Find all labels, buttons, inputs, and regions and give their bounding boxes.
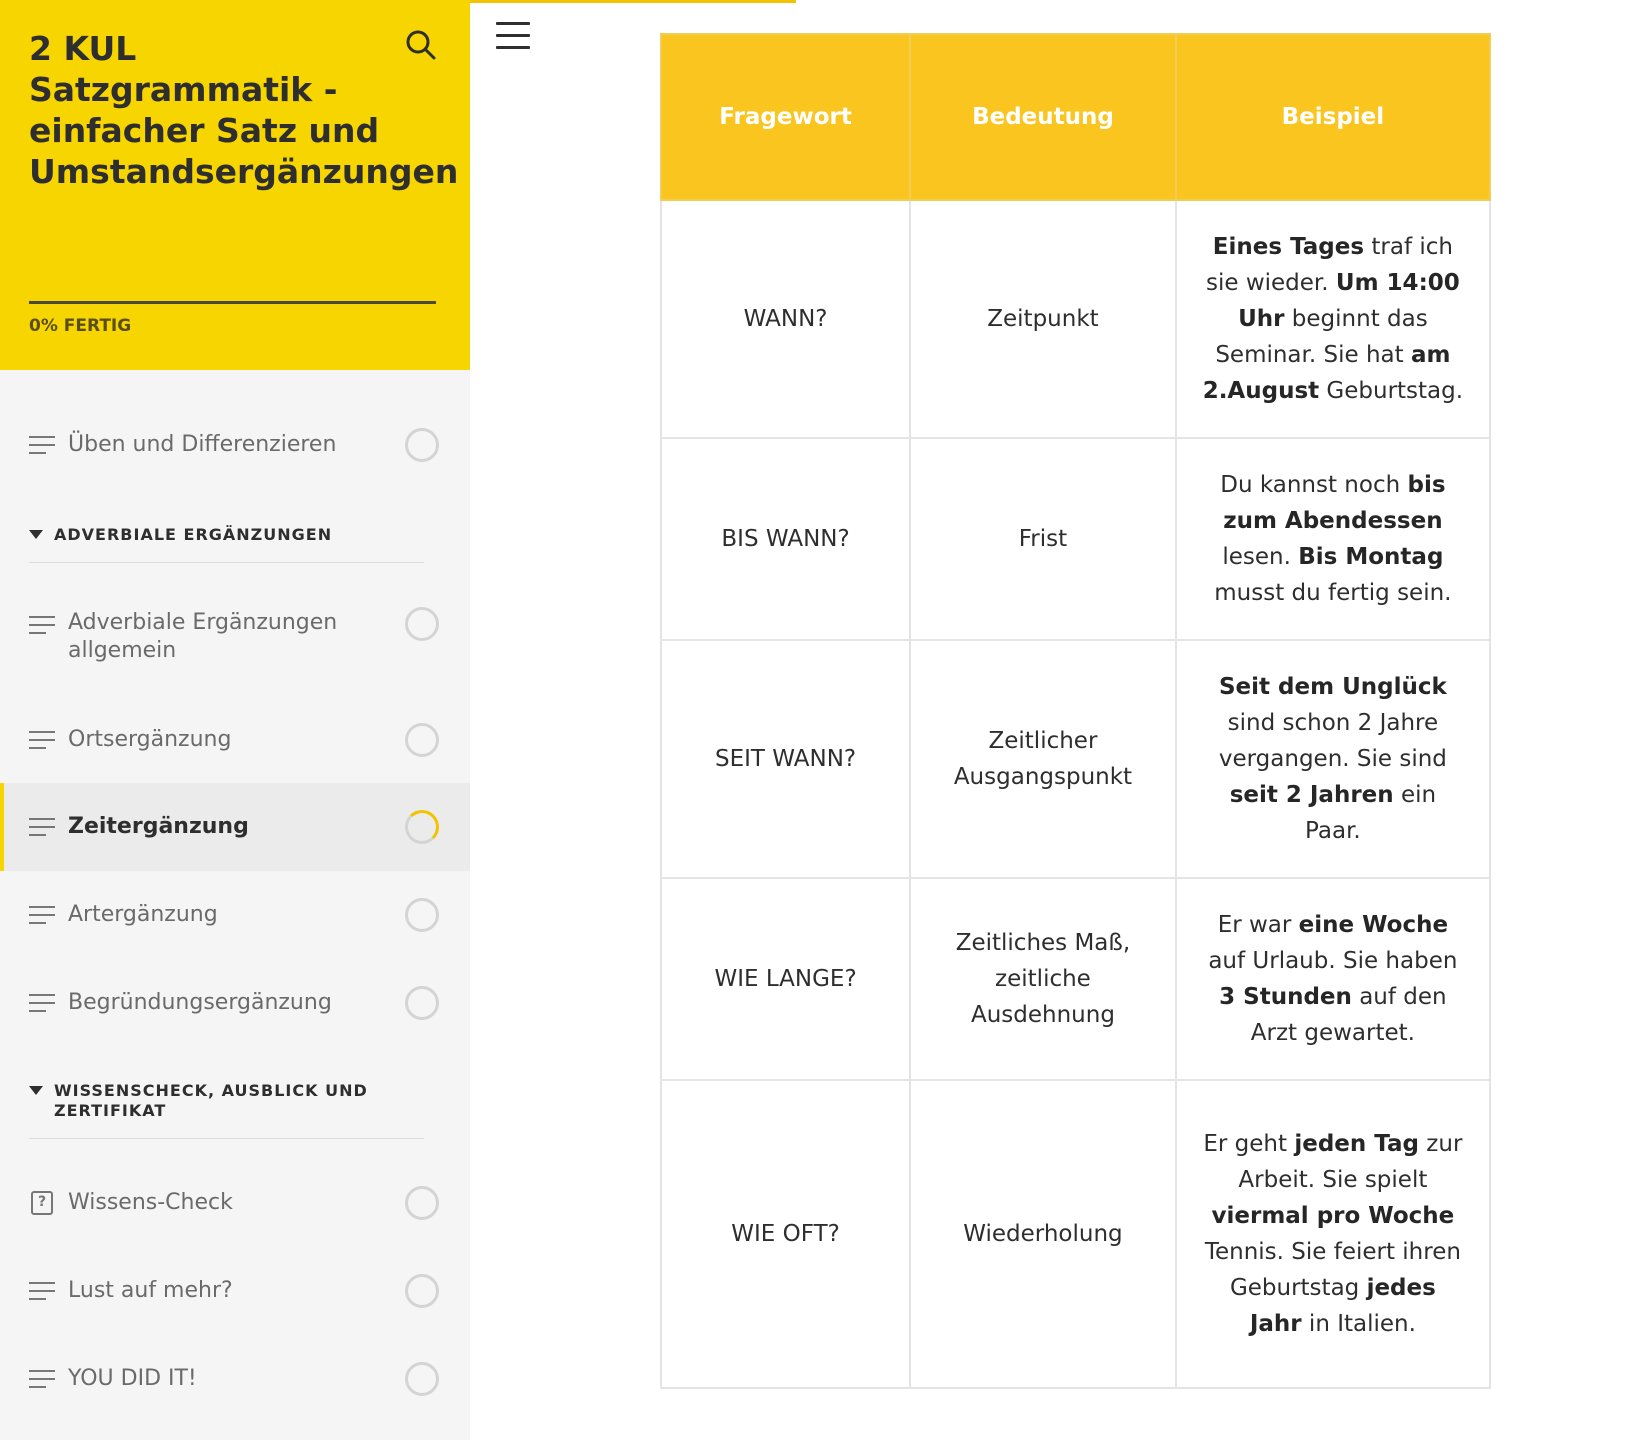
- table-row: [661, 438, 1490, 640]
- hamburger-icon: [496, 22, 530, 25]
- meaning-cell: Frist: [910, 438, 1176, 640]
- lesson-label: YOU DID IT!: [68, 1366, 197, 1391]
- example-emphasis: seit 2 Jahren: [1229, 782, 1394, 808]
- lesson-status-circle-icon: [405, 607, 439, 641]
- question-cell: BIS WANN?: [661, 438, 910, 640]
- lesson-item-you-did-it[interactable]: [0, 1344, 470, 1414]
- meaning-cell: Zeitliches Maß, zeitliche Ausdehnung: [910, 878, 1176, 1080]
- lesson-label: Artergänzung: [68, 902, 218, 927]
- lesson-item-adverbiale-allgemein[interactable]: [0, 595, 470, 685]
- progress-text: 0% FERTIG: [29, 316, 132, 336]
- meaning-cell: Zeitlicher Ausgangspunkt: [910, 640, 1176, 878]
- meaning-cell: Wiederholung: [910, 1080, 1176, 1388]
- example-emphasis: Seit dem Unglück: [1218, 674, 1447, 700]
- example-emphasis: eine Woche: [1298, 912, 1449, 938]
- lesson-in-progress-icon: [405, 810, 439, 844]
- question-cell: SEIT WANN?: [661, 640, 910, 878]
- lesson-status-circle-icon: [405, 428, 439, 462]
- search-button[interactable]: [404, 28, 438, 62]
- lesson-text-icon: [29, 993, 55, 1013]
- example-emphasis: bis zum Abendessen: [1223, 472, 1446, 534]
- lesson-label: Adverbiale Ergänzungen allgemein: [68, 610, 338, 663]
- lesson-text-icon: [29, 905, 55, 925]
- example-cell: Du kannst noch bis zum Abendessen lesen. Bis Montag musst du fertig sein.: [1176, 438, 1490, 640]
- example-emphasis: Bis Montag: [1298, 544, 1444, 570]
- column-header-beispiel: Beispiel: [1176, 34, 1490, 200]
- lesson-status-circle-icon: [405, 986, 439, 1020]
- example-cell: Seit dem Unglück sind schon 2 Jahre vergangen. Sie sind seit 2 Jahren ein Paar.: [1176, 640, 1490, 878]
- progress-bar: [29, 301, 436, 304]
- table-header-row: [661, 34, 1490, 200]
- menu-button[interactable]: [496, 22, 530, 50]
- table-row: [661, 200, 1490, 438]
- lesson-item-ueben[interactable]: [0, 410, 470, 480]
- lesson-label: Zeitergänzung: [68, 814, 249, 839]
- quiz-icon: ?: [31, 1191, 53, 1215]
- lesson-text-icon: [29, 730, 55, 750]
- section-title: ADVERBIALE ERGÄNZUNGEN: [54, 525, 333, 544]
- lesson-text-icon: [29, 817, 55, 837]
- lesson-label: Ortsergänzung: [68, 727, 232, 752]
- content-table: [660, 33, 1491, 1389]
- lesson-label: Lust auf mehr?: [68, 1278, 233, 1303]
- example-emphasis: Eines Tages: [1212, 234, 1365, 260]
- example-cell: Er war eine Woche auf Urlaub. Sie haben 3 Stunden auf den Arzt gewartet.: [1176, 878, 1490, 1080]
- lesson-text-icon: [29, 435, 55, 455]
- lesson-text-icon: [29, 615, 55, 635]
- question-cell: WIE LANGE?: [661, 878, 910, 1080]
- course-title: 2 KUL Satzgrammatik - einfacher Satz und Umstandsergänzungen: [29, 29, 459, 191]
- lesson-status-circle-icon: [405, 1362, 439, 1396]
- caret-down-icon: [29, 1086, 43, 1095]
- lesson-label: Üben und Differenzieren: [68, 432, 337, 457]
- table-row: [661, 1080, 1490, 1388]
- example-emphasis: jedes Jahr: [1249, 1275, 1436, 1337]
- column-header-bedeutung: Bedeutung: [910, 34, 1176, 200]
- top-accent-bar: [470, 0, 796, 3]
- caret-down-icon: [29, 530, 43, 539]
- column-header-fragewort: Fragewort: [661, 34, 910, 200]
- divider: [29, 562, 424, 563]
- example-emphasis: am 2.August: [1202, 342, 1451, 404]
- course-sidebar: [0, 0, 470, 1440]
- hamburger-icon: [496, 46, 530, 49]
- example-cell: Eines Tages traf ich sie wieder. Um 14:00 Uhr beginnt das Seminar. Sie hat am 2.August Geburtstag.: [1176, 200, 1490, 438]
- lesson-item-zeitergaenzung[interactable]: [0, 783, 470, 871]
- lesson-text-icon: [29, 1369, 55, 1389]
- lesson-item-ortsergaenzung[interactable]: [0, 705, 470, 775]
- example-cell: Er geht jeden Tag zur Arbeit. Sie spielt viermal pro Woche Tennis. Sie feiert ihren Geburtstag jedes Jahr in Italien.: [1176, 1080, 1490, 1388]
- sidebar-header: [0, 0, 470, 370]
- lesson-item-begruendungsergaenzung[interactable]: [0, 968, 470, 1038]
- search-icon: [404, 28, 438, 62]
- example-emphasis: viermal pro Woche: [1211, 1203, 1455, 1229]
- divider: [29, 1138, 424, 1139]
- example-emphasis: jeden Tag: [1294, 1131, 1419, 1157]
- lesson-item-lust-auf-mehr[interactable]: [0, 1256, 470, 1326]
- question-cell: WIE OFT?: [661, 1080, 910, 1388]
- table-row: [661, 640, 1490, 878]
- hamburger-icon: [496, 34, 530, 37]
- example-emphasis: 3 Stunden: [1219, 984, 1352, 1010]
- lesson-status-circle-icon: [405, 898, 439, 932]
- table-row: [661, 878, 1490, 1080]
- lesson-item-artergaenzung[interactable]: [0, 880, 470, 950]
- example-emphasis: Um 14:00 Uhr: [1238, 270, 1460, 332]
- lesson-label: Begründungsergänzung: [68, 990, 332, 1015]
- lesson-text-icon: [29, 1281, 55, 1301]
- section-title: WISSENSCHECK, AUSBLICK UND ZERTIFIKAT: [54, 1081, 368, 1120]
- lesson-status-circle-icon: [405, 723, 439, 757]
- question-cell: WANN?: [661, 200, 910, 438]
- lesson-item-wissens-check[interactable]: [0, 1168, 470, 1238]
- lesson-status-circle-icon: [405, 1186, 439, 1220]
- meaning-cell: Zeitpunkt: [910, 200, 1176, 438]
- lesson-label: Wissens-Check: [68, 1190, 233, 1215]
- lesson-status-circle-icon: [405, 1274, 439, 1308]
